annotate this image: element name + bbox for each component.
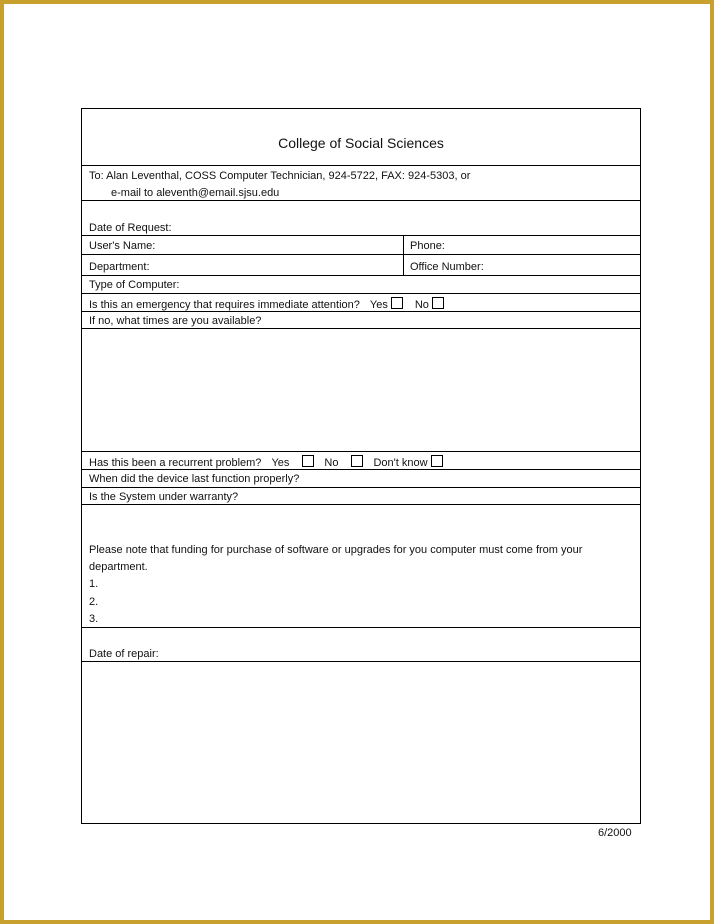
- divider: [82, 311, 640, 312]
- recurrent-yes-checkbox[interactable]: [302, 455, 314, 467]
- emergency-yes-checkbox[interactable]: [391, 297, 403, 309]
- recurrent-yes-label: Yes: [271, 457, 290, 469]
- form-version: 6/2000: [598, 827, 632, 839]
- divider: [82, 293, 640, 294]
- funding-note-line-2: department.: [89, 561, 148, 573]
- list-item-1: 1.: [89, 578, 99, 590]
- divider: [82, 487, 640, 488]
- funding-note-line-1: Please note that funding for purchase of software or upgrades for you computer must come from your: [89, 544, 583, 556]
- emergency-no-checkbox[interactable]: [432, 297, 444, 309]
- divider: [82, 469, 640, 470]
- emergency-row: [89, 297, 444, 312]
- department-label: Department:: [89, 261, 150, 273]
- divider: [82, 275, 640, 276]
- recurrent-row: [89, 455, 443, 470]
- availability-question: If no, what times are you available?: [89, 315, 262, 327]
- list-item-2: 2.: [89, 596, 99, 608]
- emergency-no-label: No: [414, 299, 429, 311]
- date-of-repair-label: Date of repair:: [89, 648, 159, 660]
- list-item-3: 3.: [89, 613, 99, 625]
- request-form: [81, 108, 641, 824]
- recurrent-no-checkbox[interactable]: [351, 455, 363, 467]
- divider: [403, 235, 404, 275]
- recurrent-dont-know-label: Don't know: [373, 457, 428, 469]
- to-line-1: To: Alan Leventhal, COSS Computer Technician, 924-5722, FAX: 924-5303, or: [89, 170, 471, 182]
- users-name-label: User's Name:: [89, 240, 156, 252]
- divider: [82, 200, 640, 201]
- divider: [82, 627, 640, 628]
- recurrent-no-label: No: [324, 457, 339, 469]
- date-of-request-label: Date of Request:: [89, 222, 172, 234]
- emergency-question: Is this an emergency that requires immediate attention?: [89, 299, 360, 311]
- emergency-yes-label: Yes: [369, 299, 388, 311]
- divider: [82, 328, 640, 329]
- divider: [82, 254, 640, 255]
- type-of-computer-label: Type of Computer:: [89, 279, 180, 291]
- recurrent-dont-know-checkbox[interactable]: [431, 455, 443, 467]
- warranty-question: Is the System under warranty?: [89, 491, 239, 503]
- last-function-question: When did the device last function properly?: [89, 473, 300, 485]
- office-number-label: Office Number:: [410, 261, 484, 273]
- to-line-2: e-mail to aleventh@email.sjsu.edu: [111, 187, 280, 199]
- divider: [82, 165, 640, 166]
- form-title: College of Social Sciences: [278, 135, 444, 151]
- divider: [82, 451, 640, 452]
- divider: [82, 504, 640, 505]
- recurrent-question: Has this been a recurrent problem?: [89, 457, 262, 469]
- divider: [82, 661, 640, 662]
- phone-label: Phone:: [410, 240, 445, 252]
- divider: [82, 235, 640, 236]
